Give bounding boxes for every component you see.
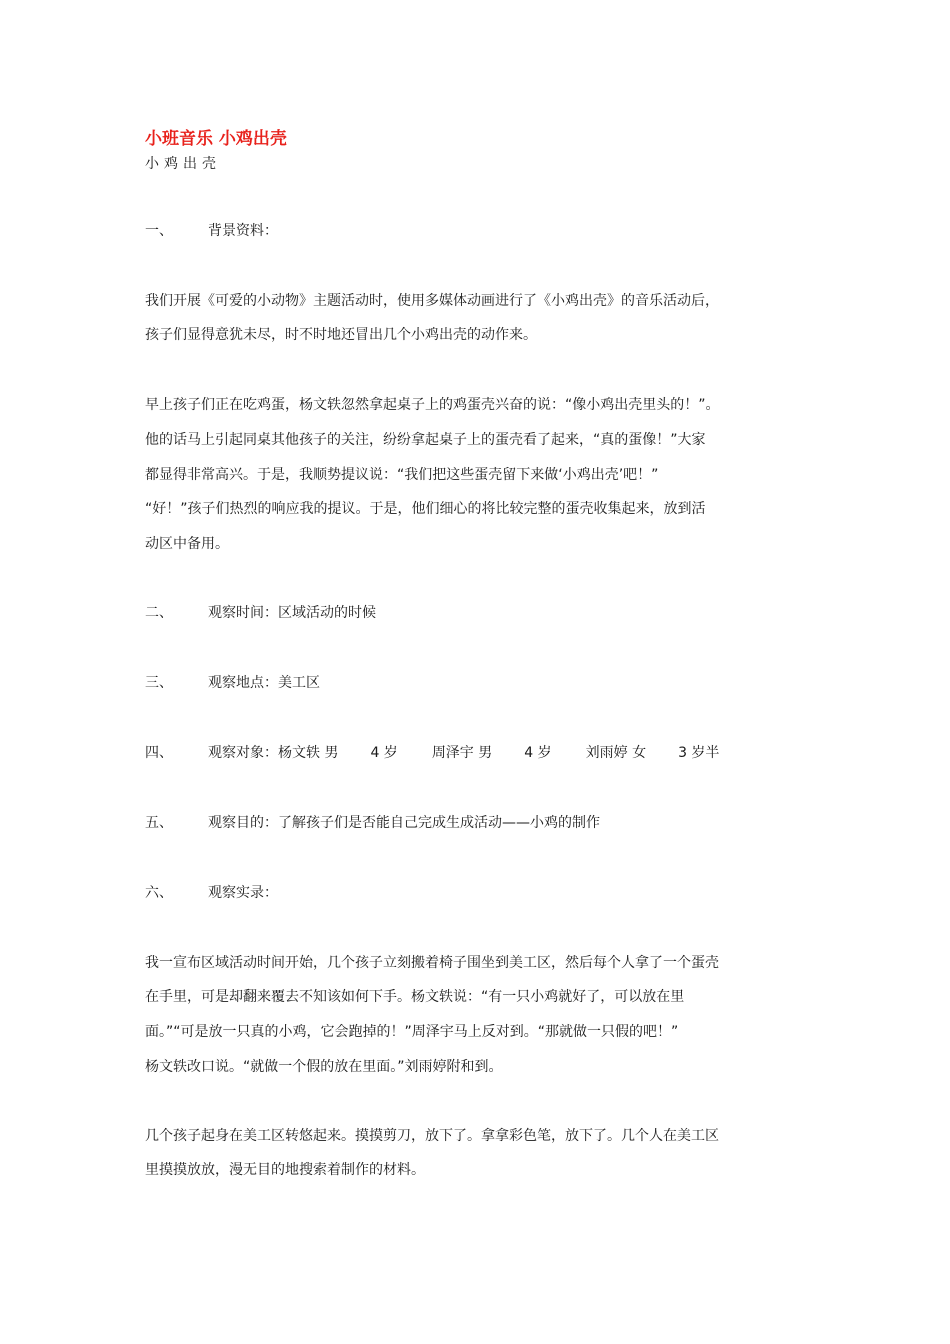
observation-subject-3: 刘雨婷 女 (585, 745, 647, 761)
section-label: 观察目的：了解孩子们是否能自己完成生成活动——小鸡的制作 (208, 815, 600, 831)
section-number: 四、 (145, 745, 173, 761)
section-number: 五、 (145, 815, 173, 831)
section-label: 观察时间：区域活动的时候 (208, 605, 376, 621)
section-number: 六、 (145, 885, 173, 901)
section-heading-3 (145, 674, 320, 692)
observation-age-2: 4 岁 (524, 745, 552, 761)
section-heading-4 (145, 744, 719, 762)
section-heading-6 (145, 884, 278, 902)
paragraph-line: 面。”“可是放一只真的小鸡，它会跑掉的！”周泽宇马上反对到。“那就做一只假的吧！” (145, 1024, 679, 1040)
section-label: 观察实录： (208, 885, 278, 901)
observation-age-1: 4 岁 (370, 745, 398, 761)
section-number: 一、 (145, 223, 173, 239)
paragraph-line: “好！”孩子们热烈的响应我的提议。于是，他们细心的将比较完整的蛋壳收集起来，放到活 (145, 501, 706, 517)
section-heading-1 (145, 222, 278, 240)
paragraph-line: 早上孩子们正在吃鸡蛋，杨文轶忽然拿起桌子上的鸡蛋壳兴奋的说：“像小鸡出壳里头的！”。 (145, 397, 720, 413)
observation-subject-2: 周泽宇 男 (431, 745, 493, 761)
section-number: 三、 (145, 675, 173, 691)
section-label: 背景资料： (208, 223, 278, 239)
paragraph-line: 杨文轶改口说。“就做一个假的放在里面。”刘雨婷附和到。 (145, 1059, 503, 1075)
paragraph-line: 在手里，可是却翻来覆去不知该如何下手。杨文轶说：“有一只小鸡就好了，可以放在里 (145, 989, 685, 1005)
section-label: 观察地点：美工区 (208, 675, 320, 691)
section-heading-5 (145, 814, 600, 832)
document-subtitle: 小鸡出壳 (145, 156, 221, 172)
paragraph-line: 我一宣布区域活动时间开始，几个孩子立刻搬着椅子围坐到美工区，然后每个人拿了一个蛋壳 (145, 955, 719, 971)
observation-subject-1: 观察对象：杨文轶 男 (208, 745, 339, 761)
paragraph-line: 动区中备用。 (145, 536, 229, 552)
section-number: 二、 (145, 605, 173, 621)
section-heading-2 (145, 604, 376, 622)
paragraph-line: 孩子们显得意犹未尽，时不时地还冒出几个小鸡出壳的动作来。 (145, 327, 537, 343)
paragraph-line: 他的话马上引起同桌其他孩子的关注，纷纷拿起桌子上的蛋壳看了起来，“真的蛋像！”大家 (145, 432, 706, 448)
paragraph-line: 几个孩子起身在美工区转悠起来。摸摸剪刀，放下了。拿拿彩色笔，放下了。几个人在美工区 (145, 1128, 719, 1144)
paragraph-line: 我们开展《可爱的小动物》主题活动时，使用多媒体动画进行了《小鸡出壳》的音乐活动后， (145, 293, 719, 309)
document-title: 小班音乐 小鸡出壳 (145, 129, 287, 149)
paragraph-line: 都显得非常高兴。于是，我顺势提议说：“我们把这些蛋壳留下来做‘小鸡出壳’吧！” (145, 467, 659, 483)
observation-age-3: 3 岁半 (678, 745, 720, 761)
paragraph-line: 里摸摸放放，漫无目的地搜索着制作的材料。 (145, 1162, 425, 1178)
